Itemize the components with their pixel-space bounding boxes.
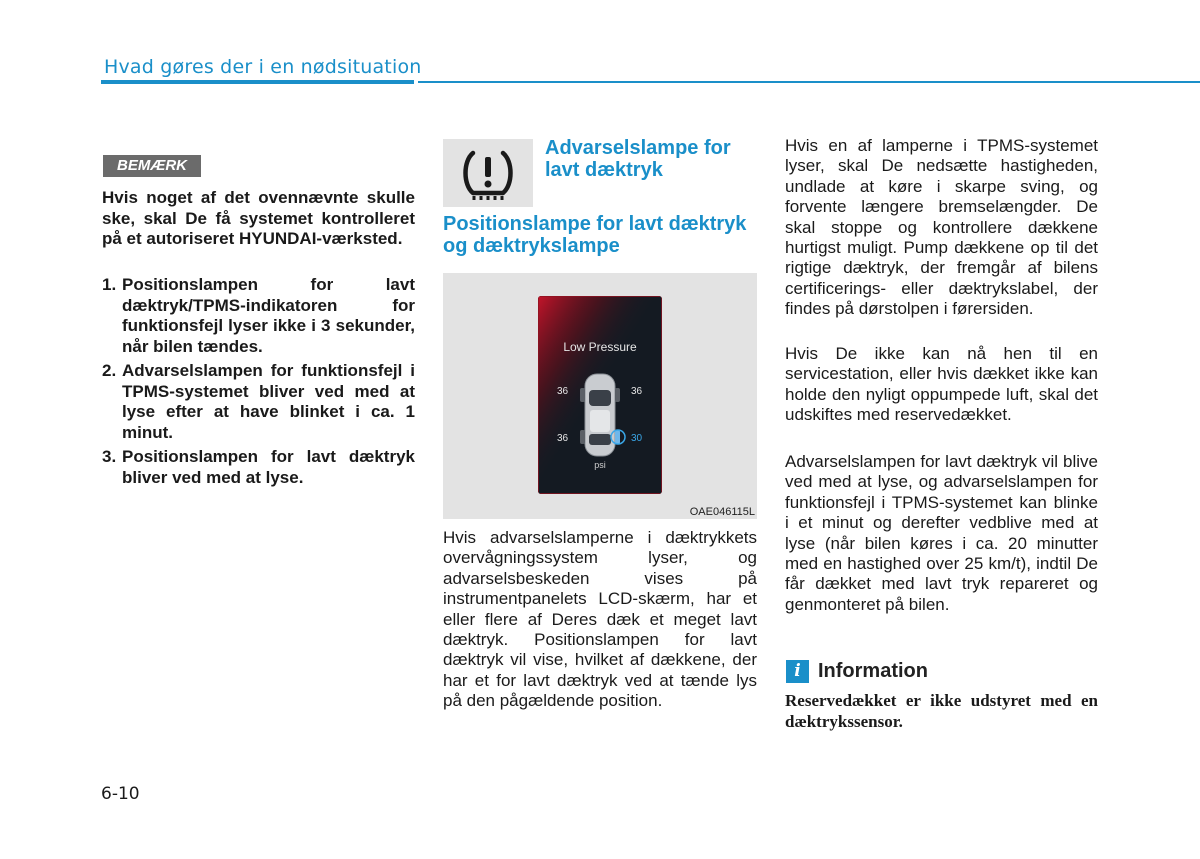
rear-right-pressure: 30 <box>631 433 643 444</box>
list-item-number: 2. <box>102 361 117 380</box>
right-paragraph-1: Hvis en af lamperne i TPMS-systemet lyser, skal De nedsætte hastigheden, undlade at køre i skarpe sving, og forvente længere bremselængder. De skal stoppe og kontrollere dækkene hurtigst muligt. Pump dækkene op til det rigtige dæktryk, der fremgår af bilens certificerings- eller dæktrykslabel, der findes på dørstolpen i førersiden. <box>785 136 1098 319</box>
tpms-display-figure <box>443 273 757 519</box>
information-text: Reservedækket er ikke udstyret med en dæktrykssensor. <box>785 691 1098 731</box>
list-item-number: 3. <box>102 447 117 466</box>
cluster-screen <box>538 296 662 494</box>
note-text: Hvis noget af det ovennævnte skulle ske, skal De få systemet kontrolleret på et autoriseret HYUNDAI-værksted. <box>102 188 415 248</box>
list-item-text: Advarselslampen for funktionsfejl i TPMS-systemet bliver ved med at lyse efter at have blinket i ca. 1 minut. <box>122 361 415 442</box>
tire-pressure-warning-icon <box>443 139 533 207</box>
information-title: Information <box>818 660 928 682</box>
info-icon: i <box>786 660 809 683</box>
list-item-text: Positionslampen for lavt dæktryk bliver ved med at lyse. <box>122 447 415 487</box>
list-item-number: 1. <box>102 275 117 294</box>
right-paragraph-2: Hvis De ikke kan nå hen til en servicestation, eller hvis dækket ikke kan holde den nyligt oppumpede luft, skal det udskiftes med reservedækket. <box>785 344 1098 425</box>
note-badge: BEMÆRK <box>103 155 201 177</box>
note-list <box>102 275 415 492</box>
header-rule-thick <box>101 80 414 84</box>
middle-body-text: Hvis advarselslamperne i dæktrykkets overvågningssystem lyser, og advarselsbeskeden vises på instrumentpanelets LCD-skærm, har et eller flere af Deres dæk et meget lavt dæktryk. Positionslampen for lavt dæktryk vil vise, hvilket af dækkene, der har et for lavt dæktryk ved at tænde lys på den pågældende position. <box>443 528 757 711</box>
right-paragraph-3: Advarselslampen for lavt dæktryk vil blive ved med at lyse, og advarselslampen for funktionsfejl i TPMS-systemet kan blinke i et minut og derefter vedblive med at lyse (når bilen køres i ca. 20 minutter med en hastighed over 25 km/t), indtil De får dækket med lavt tryk repareret og genmonteret på bilen. <box>785 452 1098 614</box>
warning-lamp-title: Advarselslampe for lavt dæktryk <box>545 137 731 181</box>
header-rule-thin <box>418 81 1200 83</box>
page-number: 6-10 <box>101 784 140 804</box>
list-item-text: Positionslampen for lavt dæktryk/TPMS-indikatoren for funktionsfejl lyser ikke i 3 sekunder, når bilen tændes. <box>122 275 415 356</box>
figure-code: OAE046115L <box>689 506 755 518</box>
list-item <box>102 447 415 488</box>
rear-left-pressure: 36 <box>557 433 569 444</box>
list-item <box>102 275 415 357</box>
screen-title: Low Pressure <box>563 340 637 354</box>
front-left-pressure: 36 <box>557 386 569 397</box>
list-item <box>102 361 415 443</box>
section-header: Hvad gøres der i en nødsituation <box>104 56 422 78</box>
pressure-unit: psi <box>594 460 606 470</box>
position-lamp-title: Positionslampe for lavt dæktryk og dæktrykslampe <box>443 213 747 257</box>
front-right-pressure: 36 <box>631 386 643 397</box>
